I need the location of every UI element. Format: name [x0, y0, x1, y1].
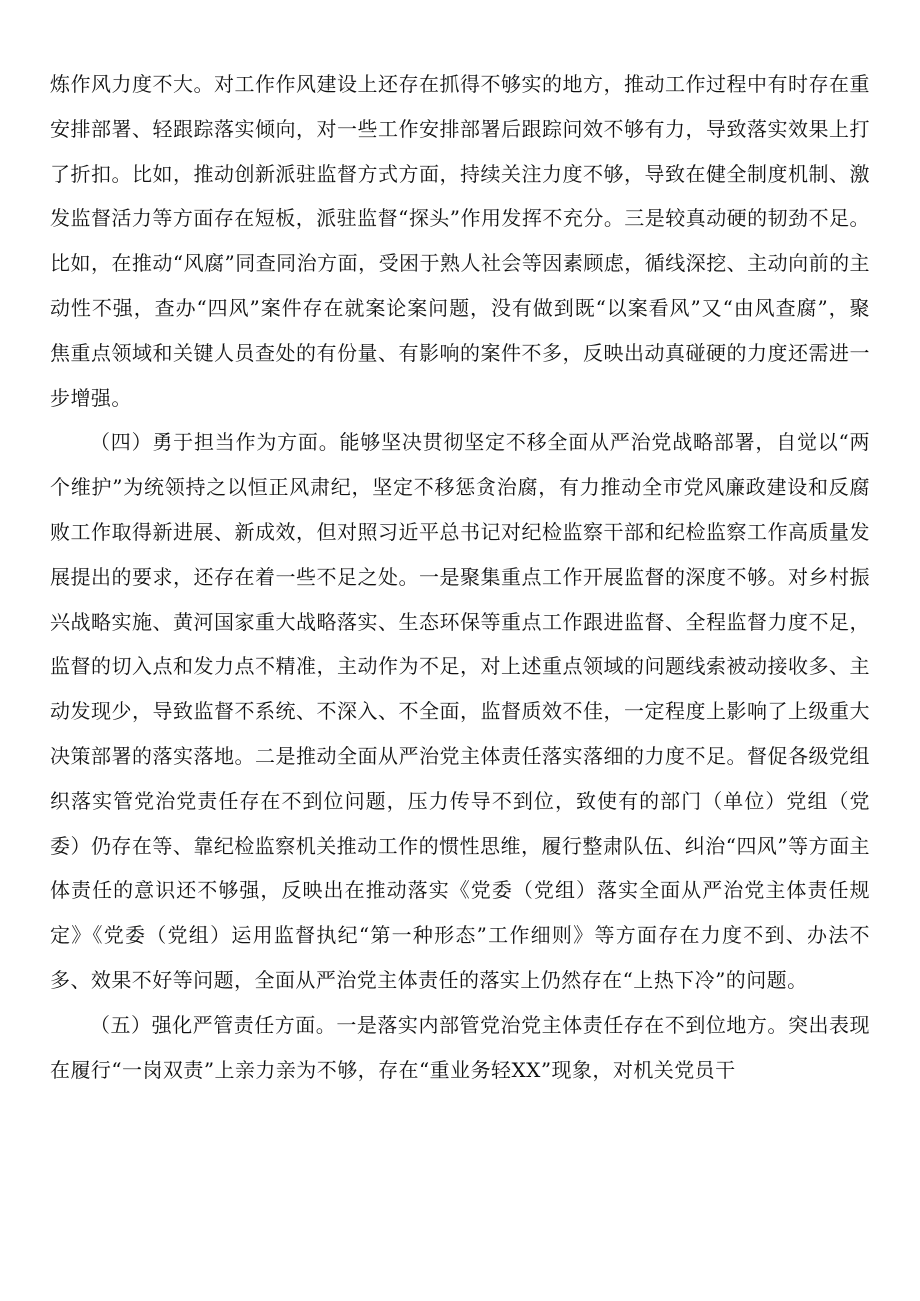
paragraph-work-style-continuation: 炼作风力度不大。对工作作风建设上还存在抓得不够实的地方，推动工作过程中有时存在重安排部署、轻跟踪落实倾向，对一些工作安排部署后跟踪问效不够有力，导致落实效果上打了折扣。比如，推动创新派驻监督方式方面，持续关注力度不够，导致在健全制度机制、激发监督活力等方面存在短板，派驻监督“探头”作用发挥不充分。三是较真动硬的韧劲不足。比如，在推动“风腐”同查同治方面，受困于熟人社会等因素顾虑，循线深挖、主动向前的主动性不强，查办“四风”案件存在就案论案问题，没有做到既“以案看风”又“由风查腐”，聚焦重点领域和关键人员查处的有份量、有影响的案件不多，反映出动真碰硬的力度还需进一步增强。 — [50, 72, 870, 410]
paragraph-section-5-strict-management: （五）强化严管责任方面。一是落实内部管党治党主体责任存在不到位地方。突出表现在履行“一岗双责”上亲力亲为不够，存在“重业务轻XX”现象，对机关党员干 — [50, 1012, 870, 1082]
paragraph-section-4-responsibility: （四）勇于担当作为方面。能够坚决贯彻坚定不移全面从严治党战略部署，自觉以“两个维护”为统领持之以恒正风肃纪，坚定不移惩贪治腐，有力推动全市党风廉政建设和反腐败工作取得新进展、新成效，但对照习近平总书记对纪检监察干部和纪检监察工作高质量发展提出的要求，还存在着一些不足之处。一是聚集重点工作开展监督的深度不够。对乡村振兴战略实施、黄河国家重大战略落实、生态环保等重点工作跟进监督、全程监督力度不足，监督的切入点和发力点不精准，主动作为不足，对上述重点领域的问题线索被动接收多、主动发现少，导致监督不系统、不深入、不全面，监督质效不佳，一定程度上影响了上级重大决策部署的落实落地。二是推动全面从严治党主体责任落实落细的力度不足。督促各级党组织落实管党治党责任存在不到位问题，压力传导不到位，致使有的部门（单位）党组（党委）仍存在等、靠纪检监察机关推动工作的惯性思维，履行整肃队伍、纠治“四风”等方面主体责任的意识还不够强，反映出在推动落实《党委（党组）落实全面从严治党主体责任规定》《党委（党组）运用监督执纪“第一种形态”工作细则》等方面存在力度不到、办法不多、效果不好等问题，全面从严治党主体责任的落实上仍然存在“上热下冷”的问题。 — [50, 430, 870, 992]
document-body — [50, 62, 870, 1092]
